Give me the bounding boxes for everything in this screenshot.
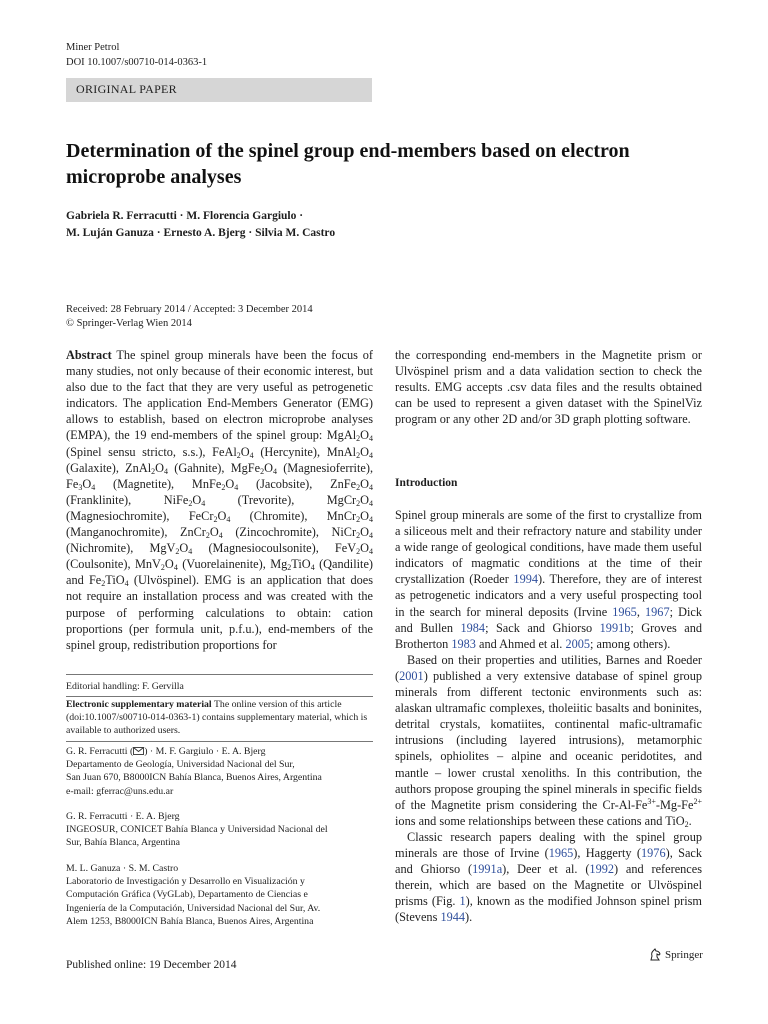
mineral-name: (Magnesioferrite) — [283, 460, 370, 475]
text-run: Classic research papers dealing with the spinel group minerals are those of Irvine ( — [395, 829, 702, 860]
mineral-formula: $MnAl_2O_4$ — [326, 444, 373, 460]
text-run: ), Haggerty ( — [573, 845, 641, 860]
citation-link[interactable]: 1976 — [641, 845, 666, 860]
subscript: 2 — [287, 563, 292, 573]
affiliation-line: Sur, Bahía Blanca, Argentina — [66, 837, 180, 849]
affiliation-line: San Juan 670, B8000ICN Bahía Blanca, Buenos Aires, Argentina — [66, 772, 322, 784]
mineral-entry: $NiFe_2O_4$ (Trevorite), — [163, 492, 295, 508]
subscript: 2 — [356, 434, 361, 444]
abstract-continued: the corresponding end-members in the Magnetite prism or Ulvöspinel prism and a data validation section to check the results. EMG accepts .csv data files and the results obtained can be used to represent a given dataset with the SpinelViz program or any other 2D and/or 3D graph plotting software. — [395, 348, 702, 427]
mineral-entry: $MnAl_2O_4$ (Galaxite), — [66, 444, 373, 475]
subscript: 4 — [310, 563, 315, 573]
citation-link[interactable]: 2005 — [565, 636, 591, 651]
mineral-entry: $MgCr_2O_4$ (Magnesiochromite), — [66, 492, 374, 523]
subscript: 4 — [201, 498, 206, 508]
citation-link[interactable]: 1965 — [548, 845, 574, 860]
published-date: Published online: 19 December 2014 — [66, 959, 237, 971]
affiliation — [66, 810, 376, 850]
received-date: Received: 28 February 2014 / Accepted: 3 December 2014 — [66, 304, 313, 315]
superscript: 2+ — [693, 796, 702, 806]
subscript: 4 — [91, 482, 96, 492]
citation-link[interactable]: 1994 — [513, 572, 539, 587]
affiliation-line: Computación Gráfica (VyGLab), Departamento de Ciencias e — [66, 889, 308, 901]
mineral-formula: $MgFe_2O_4$ — [230, 460, 277, 476]
mineral-entry: $MnFe_2O_4$ (Jacobsite), — [191, 476, 313, 492]
subscript: 4 — [369, 514, 374, 524]
mineral-name: (Chromite) — [249, 508, 305, 523]
abstract-label: Abstract — [66, 348, 112, 362]
esm-label: Electronic supplementary material — [66, 699, 212, 710]
envelope-icon[interactable] — [133, 747, 144, 755]
text-run: ; Dick and Bullen — [395, 604, 702, 635]
subscript: 4 — [218, 531, 223, 541]
footnote-rule — [66, 696, 373, 697]
text-run: ), known as the modified Johnson spinel prism (Stevens — [395, 894, 702, 925]
mineral-name: (Ulvöspinel) — [133, 573, 197, 588]
affiliation — [66, 862, 376, 928]
subscript: 2 — [260, 466, 265, 476]
mineral-entry: $Mg_2TiO_4$ (Qandilite) and — [66, 557, 374, 588]
subscript: 4 — [234, 482, 239, 492]
mineral-name: (Nichromite) — [66, 541, 131, 556]
citation-link[interactable]: 1992 — [589, 862, 615, 877]
mineral-formula: $MgV_2O_4$ — [149, 541, 193, 557]
affiliation-line: INGEOSUR, CONICET Bahía Blanca y Universidad Nacional del — [66, 824, 328, 836]
mineral-name: (Spinel sensu stricto, s.s.) — [66, 444, 203, 459]
subscript: 2 — [175, 547, 180, 557]
text-run: ) published a very extensive database of spinel group minerals from different tectonic environments such as: alaskan ultramafic complexes, tholeiitic basalts and boninites, detrital crystals, komatiites, continental mafic-ultramafic intrusions (including layered intrusions), metamorphic spinels, ophiolites – alpine and oceanic peridotites, and mantle – lower crustal xenoliths. In this contribution, the authors propose grouping the spinel minerals in specific fields of the Magnetite prism considering the Cr-Al-Fe — [395, 668, 702, 812]
mineral-name: (Trevorite) — [237, 492, 292, 507]
mineral-formula: $ZnAl_2O_4$ — [125, 460, 169, 476]
editorial-note: Editorial handling: F. Gervilla — [66, 681, 184, 692]
mineral-formula: $Fe_2TiO_4$ — [88, 573, 129, 589]
mineral-entry: $Fe_2TiO_4$ (Ulvöspinel). — [88, 573, 200, 589]
mineral-formula: $NiFe_2O_4$ — [163, 492, 206, 508]
subscript: 4 — [369, 498, 374, 508]
superscript: 3+ — [647, 796, 656, 806]
author-email[interactable]: e-mail: gferrac@uns.edu.ar — [66, 785, 174, 797]
mineral-formula: $MnV_2O_4$ — [134, 557, 178, 573]
journal-name: Miner Petrol — [66, 42, 120, 53]
introduction-body — [395, 507, 702, 925]
subscript: 4 — [173, 563, 178, 573]
mineral-name: (Vuorelainenite) — [182, 557, 263, 572]
subscript: 2 — [205, 531, 210, 541]
citation-link[interactable]: 1 — [459, 894, 466, 909]
mineral-list — [66, 428, 373, 587]
mineral-entry: $MgAl_2O_4$ (Spinel sensu stricto, s.s.), — [66, 428, 374, 459]
copyright: © Springer-Verlag Wien 2014 — [66, 318, 192, 329]
citation-link[interactable]: 1991b — [599, 620, 631, 635]
author-list — [66, 208, 706, 242]
text-run: -Mg-Fe — [655, 797, 694, 812]
text-run: ions and some relationships between these cations and TiO — [395, 813, 685, 828]
mineral-name: (Magnesiochromite) — [66, 508, 167, 523]
publisher-logo[interactable] — [649, 948, 703, 961]
mineral-formula: $MnFe_2O_4$ — [191, 476, 239, 492]
mineral-formula: $MgCr_2O_4$ — [326, 492, 374, 508]
paragraph — [395, 507, 702, 652]
section-label: ORIGINAL PAPER — [76, 82, 177, 96]
text-run: ), Deer et al. ( — [502, 862, 590, 877]
citation-link[interactable]: 1965 — [612, 604, 637, 619]
text-run: Spinel group minerals are some of the first to crystallize from a siliceous melt and their refractory nature and stability under a wide range of geological conditions, have made them useful indicators of magmatic conditions at the time of their crystallization (Roeder — [395, 508, 702, 587]
mineral-entry: $NiCr_2O_4$ (Nichromite), — [66, 525, 373, 556]
abstract-text: EMG is an application that does not require an installation process and was created with the purpose of performing calculations to obtain: cation proportions (per formula unit, p.f.u.), end-members of the spinel group, redistribution proportions for — [66, 573, 374, 652]
paper-title: Determination of the spinel group end-members based on electron microprobe analyses — [66, 140, 630, 188]
abstract-text: The spinel group minerals have been the focus of many studies, not only because of their economic interest, but also due to the fact that they are very useful as petrogenetic indicators. The application End-Members Generator (EMG) allows to establish, based on electron microprobe analyses (EMPA), the 19 end-members of the spinel group: — [66, 348, 373, 443]
esm-text: The online version of this article (doi:10.1007/s00710-014-0363-1) contains supplementary material, which is available to authorized users. — [66, 699, 368, 737]
mineral-entry: $MnCr_2O_4$ (Manganochromite), — [66, 508, 374, 540]
springer-horse-icon — [649, 948, 662, 961]
affiliation-authors: G. R. Ferracutti · E. A. Bjerg — [66, 811, 180, 822]
subscript: 4 — [272, 466, 277, 476]
affiliation-authors — [66, 745, 376, 758]
mineral-name: (Magnesiocoulsonite) — [208, 541, 316, 556]
mineral-name: (Coulsonite) — [66, 557, 128, 572]
text-run: ) and references therein, which are based on the Magnetite or Ulvöspinel prisms (Fig. — [395, 862, 703, 909]
text-run: and Ahmed et al. — [475, 636, 566, 651]
subscript: 2 — [221, 482, 226, 492]
mineral-entry: $FeV_2O_4$ (Coulsonite), — [66, 541, 373, 572]
doi: DOI 10.1007/s00710-014-0363-1 — [66, 57, 208, 68]
mineral-name: (Hercynite) — [260, 444, 317, 459]
text-run: , — [636, 604, 645, 619]
subscript: 4 — [124, 579, 129, 589]
subscript: 4 — [188, 547, 193, 557]
citation-link[interactable]: 1983 — [451, 636, 476, 651]
mineral-formula: $FeCr_2O_4$ — [188, 508, 231, 524]
citation-link[interactable]: 1991a — [472, 862, 503, 877]
subscript: 4 — [369, 434, 374, 444]
mineral-entry: $MgV_2O_4$ (Magnesiocoulsonite), — [149, 541, 319, 557]
dates-block — [66, 303, 386, 331]
mineral-name: (Franklinite) — [66, 492, 129, 507]
paragraph — [395, 652, 702, 829]
mineral-formula: $MnCr_2O_4$ — [326, 508, 374, 524]
mineral-name: (Gahnite) — [174, 460, 222, 475]
subscript: 3 — [78, 482, 83, 492]
text-run: ). Therefore, they are of interest as petrogenetic indicators and a very useful prospecting tool in the search for mineral deposits (Irvine — [395, 572, 702, 619]
mineral-entry: $ZnAl_2O_4$ (Gahnite), — [125, 460, 225, 476]
subscript: 2 — [160, 563, 165, 573]
mineral-entry: $FeCr_2O_4$ (Chromite), — [188, 508, 308, 524]
subscript: 2 — [356, 547, 361, 557]
text-run: ; among others). — [590, 636, 671, 651]
text-run: ; Groves and Brotherton — [395, 620, 703, 651]
footnote-rule — [66, 674, 373, 675]
subscript: 4 — [164, 466, 169, 476]
affiliation-line: Ingeniería de la Computación, Universidad Nacional del Sur, Av. — [66, 902, 321, 914]
affiliation-names: G. R. Ferracutti ( — [66, 746, 134, 757]
abstract — [66, 347, 373, 653]
subscript: 4 — [369, 450, 373, 460]
author-line: M. Luján Ganuza · Ernesto A. Bjerg · Silvia M. Castro — [66, 227, 336, 239]
paragraph — [395, 829, 702, 926]
footnote-rule — [66, 741, 373, 742]
text-run: ). — [465, 910, 473, 925]
mineral-formula: $FeV_2O_4$ — [334, 541, 373, 557]
affiliation — [66, 745, 376, 798]
mineral-entry: $FeAl_2O_4$ (Hercynite), — [212, 444, 321, 460]
subscript: 2 — [151, 466, 156, 476]
author-line: Gabriela R. Ferracutti · M. Florencia Gargiulo · — [66, 210, 304, 222]
mineral-formula: $ZnFe_2O_4$ — [330, 476, 373, 492]
subscript: 2 — [356, 531, 361, 541]
subscript: 2 — [356, 482, 361, 492]
text-run: Based on their properties and utilities, Barnes and Roeder ( — [395, 652, 702, 683]
text-run: ), Sack and Ghiorso ( — [395, 845, 703, 877]
section-heading: Introduction — [395, 477, 458, 489]
affiliation-line: Laboratorio de Investigación y Desarrollo en Visualización y — [66, 876, 305, 888]
mineral-entry: $MnV_2O_4$ (Vuorelainenite), — [134, 557, 266, 573]
citation-link[interactable]: 2001 — [399, 668, 424, 683]
subscript: 2 — [356, 514, 361, 524]
mineral-name: (Galaxite) — [66, 460, 116, 475]
mineral-entry: $MgFe_2O_4$ (Magnesioferrite), — [230, 460, 374, 476]
mineral-name: (Qandilite) — [319, 557, 374, 572]
section-banner — [66, 78, 372, 102]
subscript: 2 — [101, 579, 106, 589]
mineral-name: (Jacobsite) — [256, 476, 310, 491]
mineral-formula: $NiCr_2O_4$ — [331, 525, 373, 541]
text-run: . — [688, 813, 692, 828]
mineral-formula: $Fe_3O_4$ — [66, 476, 96, 492]
affiliation-line: Alem 1253, B8000ICN Bahía Blanca, Buenos Aires, Argentina — [66, 915, 314, 927]
esm-note — [66, 698, 376, 738]
subscript: 2 — [356, 498, 361, 508]
citation-link[interactable]: 1984 — [460, 620, 486, 635]
publisher-name: Springer — [665, 948, 703, 961]
mineral-entry: $ZnFe_2O_4$ (Franklinite), — [66, 476, 373, 507]
mineral-name: (Magnetite) — [113, 476, 172, 491]
mineral-name: (Zincochromite) — [235, 525, 316, 540]
mineral-formula: $ZnCr_2O_4$ — [179, 525, 223, 541]
affiliation-line: Departamento de Geología, Universidad Nacional del Sur, — [66, 759, 295, 771]
affiliation-authors: M. L. Ganuza · S. M. Castro — [66, 863, 179, 874]
citation-link[interactable]: 1944 — [440, 910, 466, 925]
mineral-entry: $ZnCr_2O_4$ (Zincochromite), — [179, 525, 319, 541]
subscript: 4 — [249, 450, 254, 460]
mineral-name: (Manganochromite) — [66, 525, 165, 540]
subscript: 2 — [684, 819, 689, 829]
mineral-formula: $FeAl_2O_4$ — [212, 444, 254, 460]
mineral-entry: $Fe_3O_4$ (Magnetite), — [66, 476, 175, 492]
subscript: 2 — [188, 498, 193, 508]
text-run: ; Sack and Ghiorso — [485, 620, 600, 635]
citation-link[interactable]: 1967 — [645, 604, 670, 619]
subscript: 4 — [369, 531, 373, 541]
mineral-formula: $Mg_2TiO_4$ — [270, 557, 315, 573]
mineral-formula: $MgAl_2O_4$ — [326, 428, 374, 444]
subscript: 4 — [226, 514, 231, 524]
subscript: 4 — [369, 547, 373, 557]
subscript: 2 — [213, 514, 218, 524]
subscript: 2 — [356, 450, 361, 460]
subscript: 4 — [369, 482, 373, 492]
subscript: 2 — [236, 450, 241, 460]
affiliation-names: ) · M. F. Gargiulo · E. A. Bjerg — [144, 746, 266, 757]
